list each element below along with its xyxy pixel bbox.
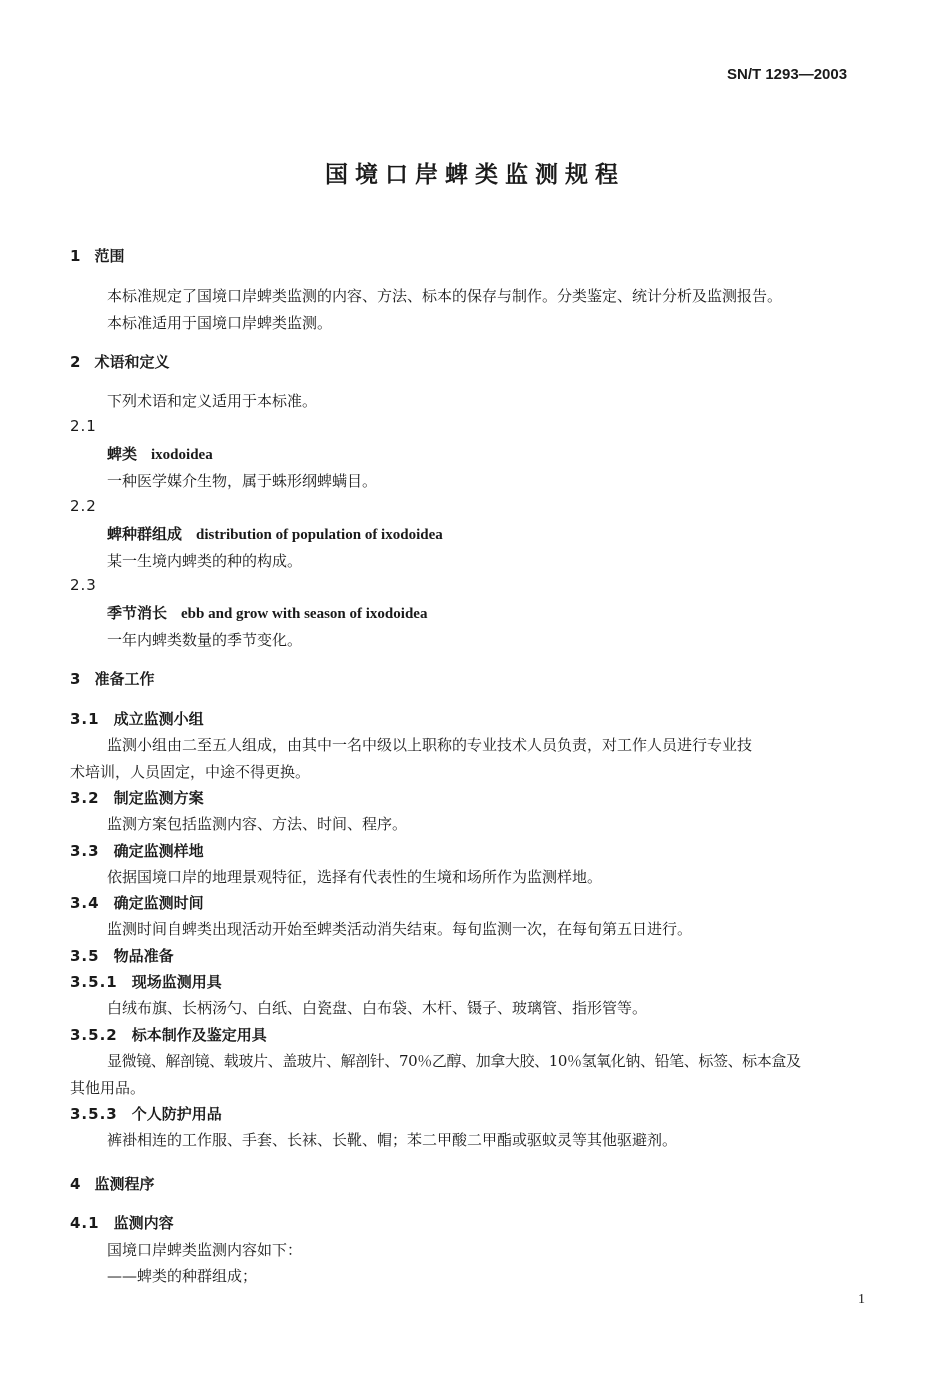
paragraph: 其他用品。 [70,1079,146,1097]
subsection-number: 2.2 [70,497,97,515]
section-1-heading [70,245,124,266]
term-en: distribution of population of ixodoidea [196,527,443,543]
paragraph: 白绒布旗、长柄汤勺、白纸、白瓷盘、白布袋、木杆、镊子、玻璃管、指形管等。 [107,999,648,1017]
term-definition: 一年内蜱类数量的季节变化。 [107,631,303,649]
page-number: 1 [858,1292,865,1307]
subsection-number: 3.4 [70,894,100,912]
page-title: 国境口岸蜱类监测规程 [325,162,625,188]
subsection-title: 监测内容 [113,1214,174,1232]
term-zh: 季节消长 [107,604,168,622]
subsection-number: 3.2 [70,789,100,807]
subsection-number: 2.1 [70,417,97,435]
section-title: 术语和定义 [94,353,170,371]
subsection-number: 2.3 [70,576,97,594]
paragraph: 国境口岸蜱类监测内容如下： [107,1241,303,1259]
section-number: 3 [70,670,81,688]
term-zh: 蜱类 [107,445,138,463]
standard-number: SN/T 1293—2003 [727,66,848,83]
subsection-title: 成立监测小组 [113,710,204,728]
section-title: 准备工作 [94,670,155,688]
paragraph: 术培训，人员固定，中途不得更换。 [70,763,311,781]
paragraph: 依据国境口岸的地理景观特征，选择有代表性的生境和场所作为监测样地。 [107,868,603,886]
paragraph: 监测小组由二至五人组成，由其中一名中级以上职称的专业技术人员负责，对工作人员进行专业技 [107,736,753,754]
list-item: ——蜱类的种群组成； [107,1267,258,1285]
paragraph: 本标准适用于国境口岸蜱类监测。 [107,314,333,332]
paragraph: 监测时间自蜱类出现活动开始至蜱类活动消失结束。每旬监测一次，在每旬第五日进行。 [107,920,693,938]
subsection-title: 确定监测样地 [113,842,204,860]
term-zh: 蜱种群组成 [107,525,183,543]
subsection-title: 制定监测方案 [113,789,204,807]
subsection-title: 个人防护用品 [131,1105,222,1123]
term-definition: 某一生境内蜱类的种的构成。 [107,552,303,570]
term-en: ebb and grow with season of ixodoidea [181,606,428,622]
subsection-number: 3.5 [70,947,100,965]
paragraph: 裤褂相连的工作服、手套、长袜、长靴、帽；苯二甲酸二甲酯或驱蚊灵等其他驱避剂。 [107,1131,678,1149]
paragraph: 监测方案包括监测内容、方法、时间、程序。 [107,815,408,833]
section-2-heading [70,351,169,372]
subsection-heading [70,840,204,861]
paragraph: 本标准规定了国境口岸蜱类监测的内容、方法、标本的保存与制作。分类鉴定、统计分析及监测报告。 [107,287,783,305]
section-number: 4 [70,1175,81,1193]
subsection-title: 确定监测时间 [113,894,204,912]
term-definition: 一种医学媒介生物，属于蛛形纲蜱螨目。 [107,472,378,490]
section-number: 2 [70,353,81,371]
section-title: 范围 [94,247,125,265]
term-entry [107,602,427,623]
subsection-heading [70,1024,267,1045]
subsection-number: 3.1 [70,710,100,728]
subsection-heading [70,892,204,913]
subsection-number: 3.3 [70,842,100,860]
subsection-number: 3.5.2 [70,1026,118,1044]
subsection-heading [70,787,204,808]
subsection-title: 标本制作及鉴定用具 [131,1026,267,1044]
term-entry [107,523,443,544]
subsection-title: 物品准备 [113,947,174,965]
paragraph: 下列术语和定义适用于本标准。 [107,392,318,410]
subsection-heading [70,945,174,966]
subsection-heading [70,971,222,992]
section-4-heading [70,1173,154,1194]
subsection-heading [70,1212,174,1233]
term-entry [107,443,213,464]
paragraph: 显微镜、解剖镜、载玻片、盖玻片、解剖针、70％乙醇、加拿大胶、10％氢氧化钠、铅笔、标签、标本盒及 [107,1052,801,1070]
subsection-title: 现场监测用具 [131,973,222,991]
section-3-heading [70,668,154,689]
subsection-number: 3.5.1 [70,973,118,991]
section-title: 监测程序 [94,1175,155,1193]
subsection-heading [70,1103,222,1124]
subsection-heading [70,708,204,729]
subsection-number: 4.1 [70,1214,100,1232]
subsection-number: 3.5.3 [70,1105,118,1123]
section-number: 1 [70,247,81,265]
term-en: ixodoidea [151,447,213,463]
